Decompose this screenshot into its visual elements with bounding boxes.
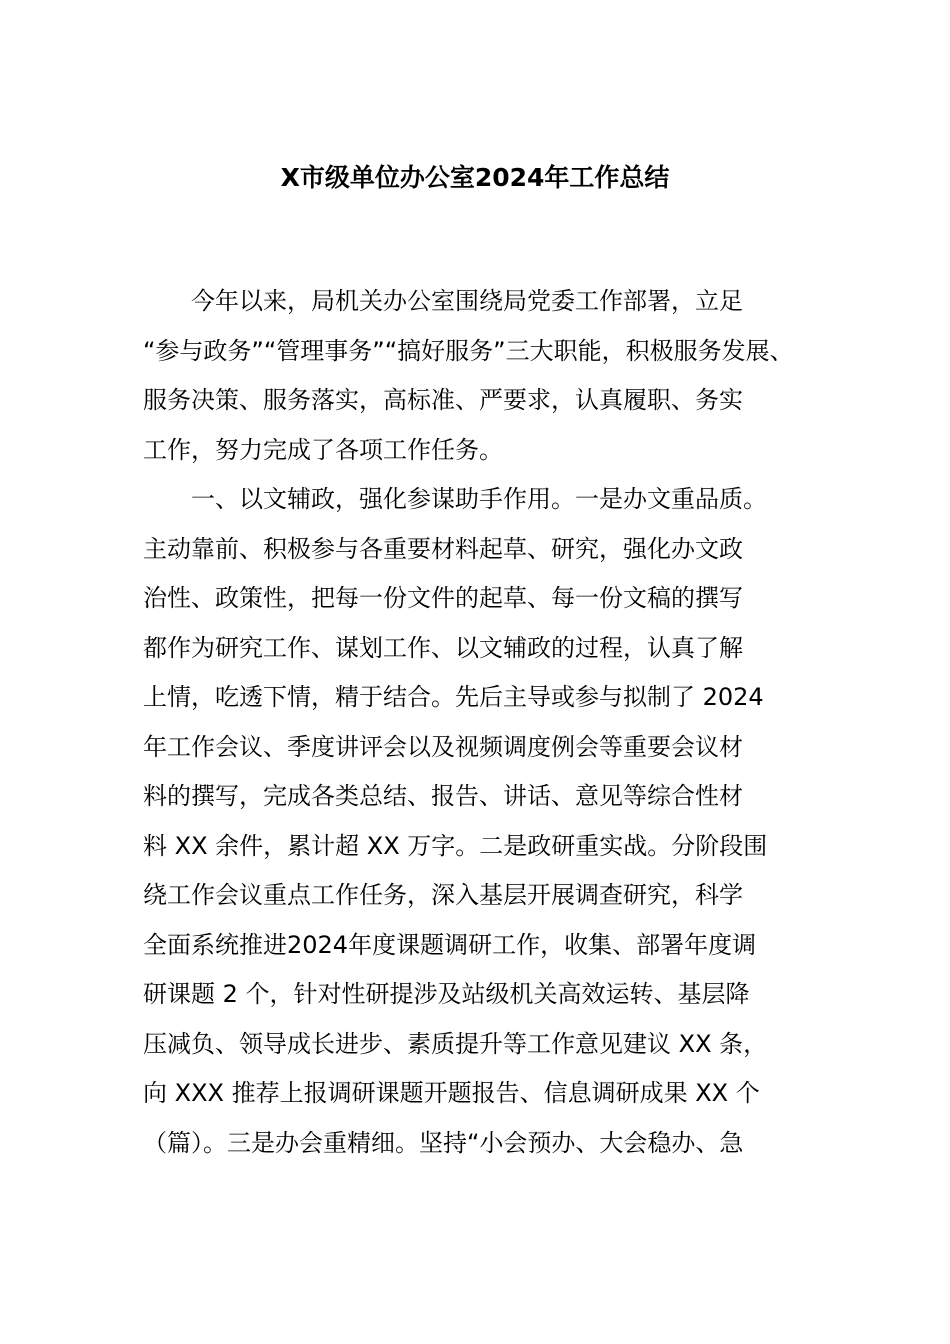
- paragraph-line: 年工作会议、季度讲评会以及视频调度例会等重要会议材: [143, 732, 743, 761]
- paragraph-line: 压减负、领导成长进步、素质提升等工作意见建议 XX 条，: [143, 1029, 768, 1058]
- paragraph-section-one: [143, 475, 823, 1168]
- paragraph-line: 研课题 2 个，针对性研提涉及站级机关高效运转、基层降: [143, 980, 750, 1008]
- paragraph-line: “参与政务”“管理事务”“搞好服务”三大职能，积极服务发展、: [143, 336, 794, 365]
- paragraph-line: 工作，努力完成了各项工作任务。: [143, 435, 503, 464]
- paragraph-line: 料 XX 余件，累计超 XX 万字。二是政研重实战。分阶段围: [143, 831, 768, 860]
- paragraph-line: 上情，吃透下情，精于结合。先后主导或参与拟制了 2024: [143, 683, 764, 711]
- paragraph-line: 主动靠前、积极参与各重要材料起草、研究，强化办文政: [143, 534, 743, 563]
- paragraph-line: 都作为研究工作、谋划工作、以文辅政的过程，认真了解: [143, 633, 743, 662]
- paragraph-line: 绕工作会议重点工作任务，深入基层开展调查研究，科学: [143, 881, 743, 909]
- document-title: X市级单位办公室2024年工作总结: [280, 163, 670, 192]
- paragraph-line: 今年以来，局机关办公室围绕局党委工作部署，立足: [191, 287, 743, 315]
- paragraph-line: 向 XXX 推荐上报调研课题开题报告、信息调研成果 XX 个: [143, 1079, 760, 1107]
- paragraph-line: 服务决策、服务落实，高标准、严要求，认真履职、务实: [143, 386, 743, 414]
- document-body: [143, 277, 823, 1168]
- paragraph-intro: [143, 277, 823, 475]
- paragraph-line: 全面系统推进2024年度课题调研工作，收集、部署年度调: [143, 930, 757, 959]
- paragraph-line: （篇）。三是办会重精细。坚持“小会预办、大会稳办、急: [143, 1128, 744, 1157]
- paragraph-line: 料的撰写，完成各类总结、报告、讲话、意见等综合性材: [143, 782, 743, 810]
- paragraph-line: 一、以文辅政，强化参谋助手作用。一是办文重品质。: [191, 485, 767, 513]
- paragraph-line: 治性、政策性，把每一份文件的起草、每一份文稿的撰写: [143, 584, 743, 612]
